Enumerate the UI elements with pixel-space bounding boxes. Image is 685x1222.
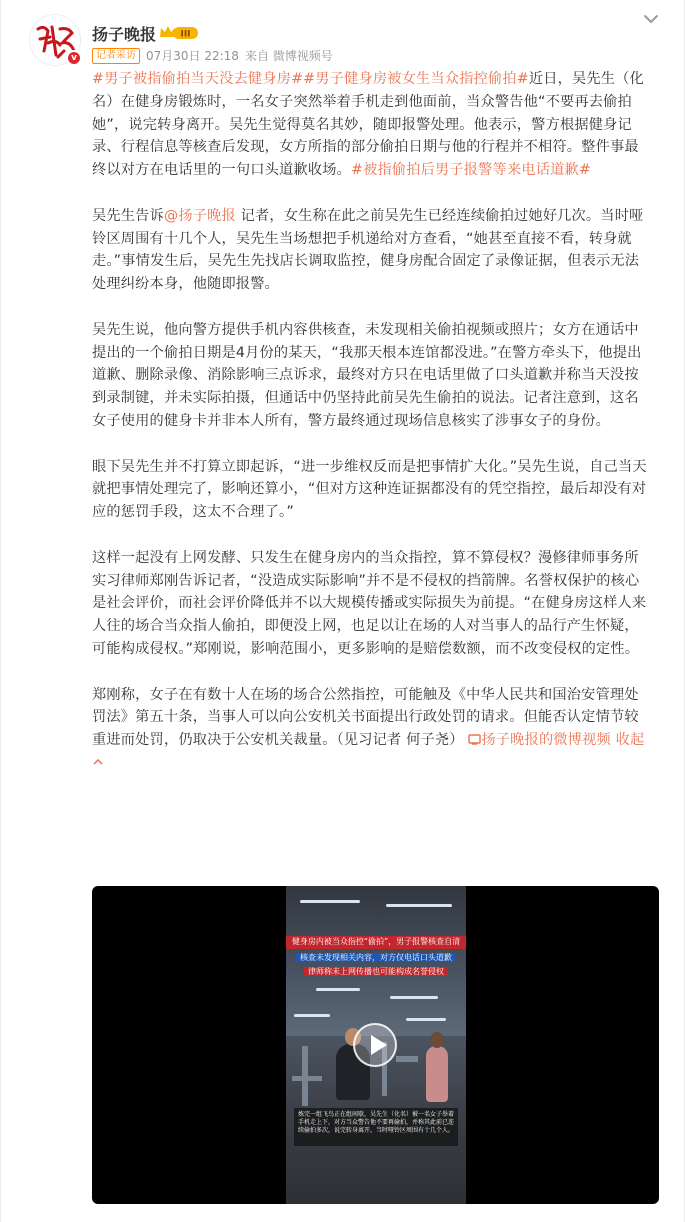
mention-link[interactable]: @扬子晚报 [163,207,236,224]
paragraph-4: 眼下吴先生并不打算立即起诉，“进一步维权反而是把事情扩大化。”吴先生说，自己当天就把事情处理完了，影响还算小，“但对方这种连证据都没有的凭空指控，最后却没有对应的惩罚手段，这太不合理了。” [92,458,647,521]
hashtag-1[interactable]: #男子被指偷拍当天没去健身房# [92,71,304,87]
vip-level: III [180,29,191,40]
interview-badge: 记者采访 [92,48,140,64]
paragraph-2-text: 记者，女生称在此之前吴先生已经连续偷拍过她好几次。当时哑铃区周围有十几个人，吴先生当场想把手机递给对方查看，“她甚至直接不看，转身就走。”事情发生后，吴先生先找店长调取监控，健身房配合固定了录像证据，但表示无法处理纠纷本身，他随即报警。 [92,207,644,293]
ceiling-light [406,1018,446,1021]
post-text [92,68,652,798]
hashtag-3[interactable]: #被指偷拍后男子报警等来电话道歉# [350,162,591,179]
video-caption-3-text: 律师称未上网传播也可能构成名誉侵权 [304,967,448,976]
paragraph-3: 吴先生说，他向警方提供手机内容供核查，未发现相关偷拍视频或照片；女方在通话中提出的一个偷拍日期是4月份的某天，“我那天根本连馆都没进。”在警方牵头下，他提出道歉、删除录像、消除影响三点诉求，最终对方只在电话里做了口头道歉并称当天没按到录制键，并未实际拍摄，但通话中仍坚持此前吴先生偷拍的说法。记者注意到，这名女子使用的健身卡并非本人所有，警方最终通过现场信息核实了涉事女子的身份。 [92,321,642,429]
video-caption-1: 健身房内被当众指控“偷拍”，男子报警核查自清 [286,936,466,949]
woman-head [430,1032,444,1048]
paragraph-5: 这样一起没有上网发酵、只发生在健身房内的当众指控，算不算侵权？漫修律师事务所实习律师郑刚告诉记者，“没造成实际影响”并不是不侵权的挡箭牌。名誉权保护的核心是社会评价，而社会评价降低并不以大规模传播或实际损失为前提。“在健身房这样人来人往的场合当众指人偷拍，即便没上网，也足以让在场的人对当事人的品行产生怀疑，可能构成侵权。”郑刚说，影响范围小，更多影响的是赔偿数额，而不改变侵权的定性。 [92,549,647,657]
paragraph-6 [92,684,652,775]
woman-figure [426,1046,448,1102]
gym-machine [292,1076,322,1081]
post-meta [92,47,333,64]
collapse-label[interactable]: 收起 [615,732,645,749]
video-caption-2 [286,952,466,964]
video-caption-2-text: 核查未发现相关内容，对方仅电话口头道歉 [296,953,456,962]
video-frame [286,886,466,1204]
paragraph-2 [92,205,652,296]
video-subtitle: 炼完一组飞鸟正在组间歇，吴先生（化名）被一名女子举着手机走上下，对方当众警告他不要再偷拍，并称其此前已连续偷拍多次，说完转身离开，当时哑铃区周围有十几个人。 [294,1108,458,1146]
verified-badge-icon: v [66,50,82,66]
gym-machine [396,1056,418,1062]
post-source: 来自 微博视频号 [244,49,333,63]
paragraph-2-pre: 吴先生告诉 [92,207,164,224]
video-caption-3 [286,966,466,978]
ceiling-light [316,988,360,991]
paragraph-1-text: 近日，吴先生（化名）在健身房锻炼时，一名女子突然举着手机走到他面前，当众警告他“不要再去偷拍她”，说完转身离开。吴先生觉得莫名其妙，随即报警处理。他表示，警方根据健身记录、行程信息等核查后发现，女方所指的部分偷拍日期与他的行程并不相符。整件事最终以对方在电话里的一句口头道歉收场。 [92,71,644,179]
paragraph-6-text: 郑刚称，女子在有数十人在场的场合公然指控，可能触及《中华人民共和国治安管理处罚法》第五十条，当事人可以向公安机关书面提出行政处罚的请求。但能否认定情节较重进而处罚，仍取决于公安机关裁量。（见习记者 何子尧） [92,686,639,749]
paragraph-1 [92,68,652,182]
vip-crown-icon [158,23,200,41]
chevron-up-icon [92,757,104,767]
ceiling-light [386,904,452,907]
chevron-down-icon[interactable] [642,12,660,26]
author-name[interactable]: 扬子晚报 [92,25,157,44]
hashtag-2[interactable]: #男子健身房被女生当众指控偷拍# [303,71,529,87]
ceiling-light [294,1014,330,1017]
ceiling-light [300,900,360,903]
video-link-icon [468,734,481,745]
ceiling-light [390,996,438,999]
post-time[interactable]: 07月30日 22:18 [146,49,239,63]
video-link[interactable] [468,732,611,748]
play-icon[interactable] [353,1023,397,1067]
video-player[interactable] [92,886,659,1204]
video-link-label[interactable]: 扬子晚报的微博视频 [481,732,611,749]
